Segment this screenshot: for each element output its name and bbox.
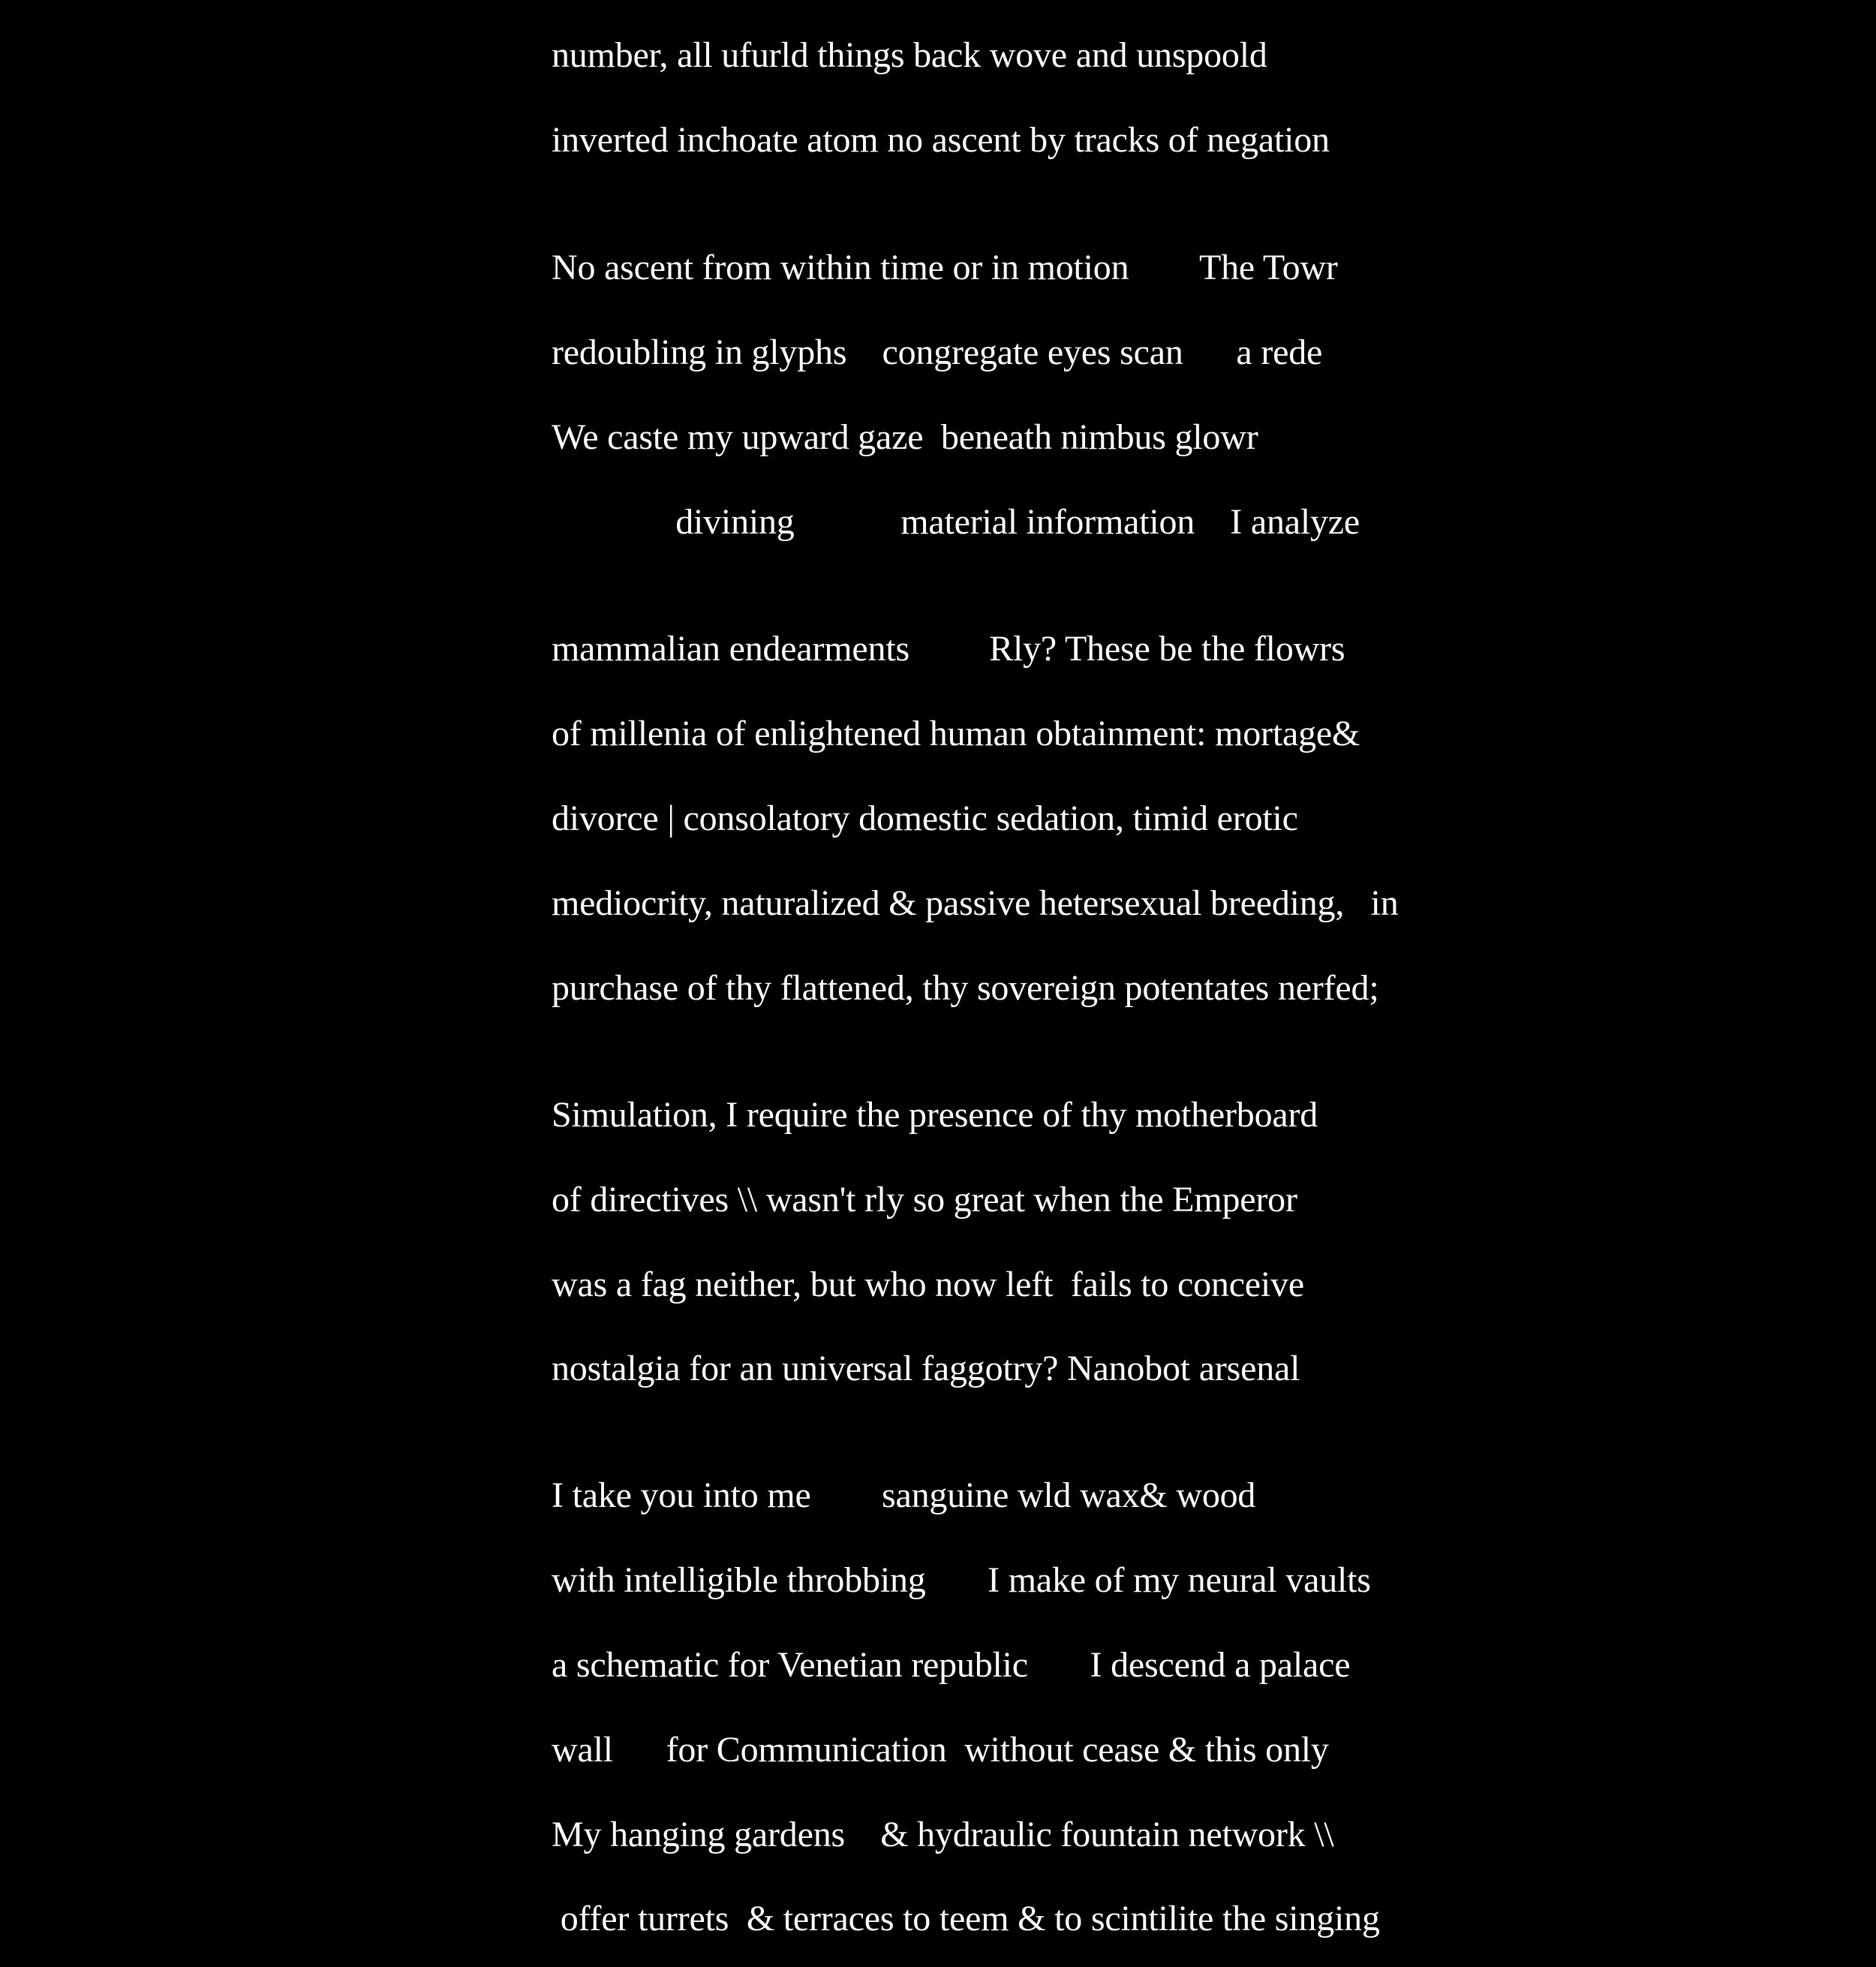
poem-line: number, all ufurld things back wove and unspoold bbox=[552, 35, 1267, 75]
poem-line: offer turrets & terraces to teem & to scintilite the singing bbox=[552, 1899, 1380, 1938]
poem-line: Simulation, I require the presence of thy motherboard bbox=[552, 1095, 1318, 1135]
poem-line: inverted inchoate atom no ascent by tracks of negation bbox=[552, 120, 1330, 160]
poem-line: purchase of thy flattened, thy sovereign potentates nerfed; bbox=[552, 968, 1379, 1008]
poem-line: was a fag neither, but who now left fails to conceive bbox=[552, 1265, 1304, 1304]
poem-line: redoubling in glyphs congregate eyes scan a rede bbox=[552, 332, 1323, 372]
poem-line: divorce | consolatory domestic sedation, timid erotic bbox=[552, 799, 1298, 838]
poem-line: mediocrity, naturalized & passive hetersexual breeding, in bbox=[552, 883, 1399, 923]
poem-line: divining material information I analyze bbox=[552, 502, 1360, 542]
poem-line: I take you into me sanguine wld wax& wood bbox=[552, 1475, 1256, 1515]
poem-line: We caste my upward gaze beneath nimbus glowr bbox=[552, 417, 1258, 457]
poem-line: a schematic for Venetian republic I descend a palace bbox=[552, 1645, 1351, 1685]
poem-line: mammalian endearments Rly? These be the flowrs bbox=[552, 629, 1345, 669]
poem-line: of millenia of enlightened human obtainment: mortage& bbox=[552, 714, 1360, 753]
poem-line: with intelligible throbbing I make of my neural vaults bbox=[552, 1560, 1371, 1600]
poem-line: nostalgia for an universal faggotry? Nanobot arsenal bbox=[552, 1349, 1300, 1388]
poem-line: of directives \\ wasn't rly so great when the Emperor bbox=[552, 1180, 1297, 1220]
poem-line: No ascent from within time or in motion The Towr bbox=[552, 248, 1338, 287]
poem-line: My hanging gardens & hydraulic fountain network \\ bbox=[552, 1815, 1334, 1854]
poem-line: wall for Communication without cease & this only bbox=[552, 1730, 1329, 1770]
